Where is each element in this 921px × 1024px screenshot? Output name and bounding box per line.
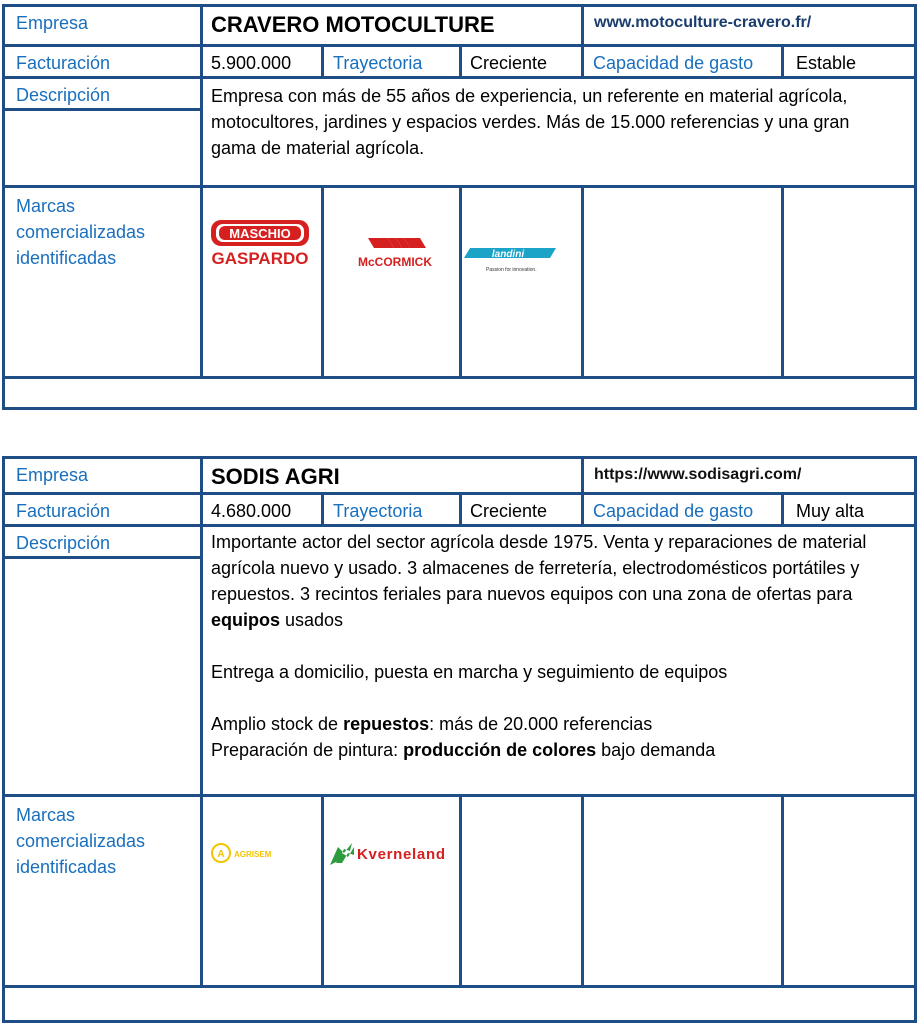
mccormick-logo — [324, 214, 459, 294]
empty-row — [5, 988, 914, 1020]
description-paragraph-4: Preparación de pintura: producción de colores bajo demanda — [211, 740, 716, 760]
marcas-label: Marcas comercializadas identificadas — [5, 188, 203, 379]
descripcion-label-spacer — [5, 559, 203, 797]
kverneland-logo — [324, 817, 459, 897]
marcas-label: Marcas comercializadas identificadas — [5, 797, 203, 988]
brand-cell-2 — [324, 797, 462, 988]
agrisem-mark: A — [217, 849, 225, 860]
landini-logo — [462, 214, 582, 294]
empresa-label: Empresa — [5, 459, 203, 495]
company-url[interactable]: https://www.sodisagri.com/ — [584, 459, 914, 495]
capacidad-label: Capacidad de gasto — [584, 495, 784, 527]
agrisem-text: AGRISEM — [234, 850, 272, 859]
empty-row — [5, 379, 914, 407]
brand-cell-2 — [324, 188, 462, 379]
brand-cell-3 — [462, 188, 584, 379]
trayectoria-label: Trayectoria — [324, 47, 462, 79]
capacidad-value: Estable — [784, 47, 914, 79]
landini-tagline: Passion for innovation. — [486, 267, 537, 273]
gaspardo-text: GASPARDO — [211, 249, 309, 268]
description-text: Empresa con más de 55 años de experiencia, un referente en material agrícola, motocultores, jardines y espacios verdes. Más de 15.000 referencias y una gran gama de material agrícola. — [211, 86, 850, 158]
company-url[interactable]: www.motoculture-cravero.fr/ — [584, 7, 914, 47]
company-description — [203, 79, 914, 188]
description-paragraph-1: Importante actor del sector agrícola desde 1975. Venta y reparaciones de material agrícola nuevo y usado. 3 almacenes de ferretería, electrodomésticos portátiles y repuestos. 3 recintos feriales para nuevos equipos con una zona de ofertas para equipos usados — [211, 532, 867, 630]
company-description — [203, 527, 914, 797]
brand-cell-3 — [462, 797, 584, 988]
maschio-text: MASCHIO — [229, 226, 291, 241]
kverneland-text: Kverneland — [357, 846, 445, 863]
empresa-label: Empresa — [5, 7, 203, 47]
landini-text: landini — [491, 249, 525, 260]
descripcion-label-spacer — [5, 111, 203, 188]
brand-cell-4 — [584, 188, 784, 379]
description-paragraph-2: Entrega a domicilio, puesta en marcha y seguimiento de equipos — [211, 662, 728, 682]
descripcion-label: Descripción — [5, 79, 203, 111]
brand-cell-5 — [784, 797, 914, 988]
company-card-sodis — [2, 456, 917, 1023]
trayectoria-label: Trayectoria — [324, 495, 462, 527]
descripcion-label: Descripción — [5, 527, 203, 559]
facturacion-value: 4.680.000 — [203, 495, 324, 527]
trayectoria-value: Creciente — [462, 47, 584, 79]
facturacion-label: Facturación — [5, 47, 203, 79]
capacidad-label: Capacidad de gasto — [584, 47, 784, 79]
brand-cell-4 — [584, 797, 784, 988]
maschio-gaspardo-logo — [203, 214, 321, 294]
brand-cell-1 — [203, 797, 324, 988]
company-name: CRAVERO MOTOCULTURE — [203, 7, 584, 47]
company-name: SODIS AGRI — [203, 459, 584, 495]
company-card-cravero — [2, 4, 917, 410]
facturacion-value: 5.900.000 — [203, 47, 324, 79]
brand-cell-1 — [203, 188, 324, 379]
facturacion-label: Facturación — [5, 495, 203, 527]
mccormick-text: McCORMICK — [358, 255, 432, 269]
agrisem-logo — [203, 817, 321, 897]
brand-cell-5 — [784, 188, 914, 379]
description-paragraph-3: Amplio stock de repuestos: más de 20.000 referencias — [211, 714, 653, 734]
capacidad-value: Muy alta — [784, 495, 914, 527]
trayectoria-value: Creciente — [462, 495, 584, 527]
